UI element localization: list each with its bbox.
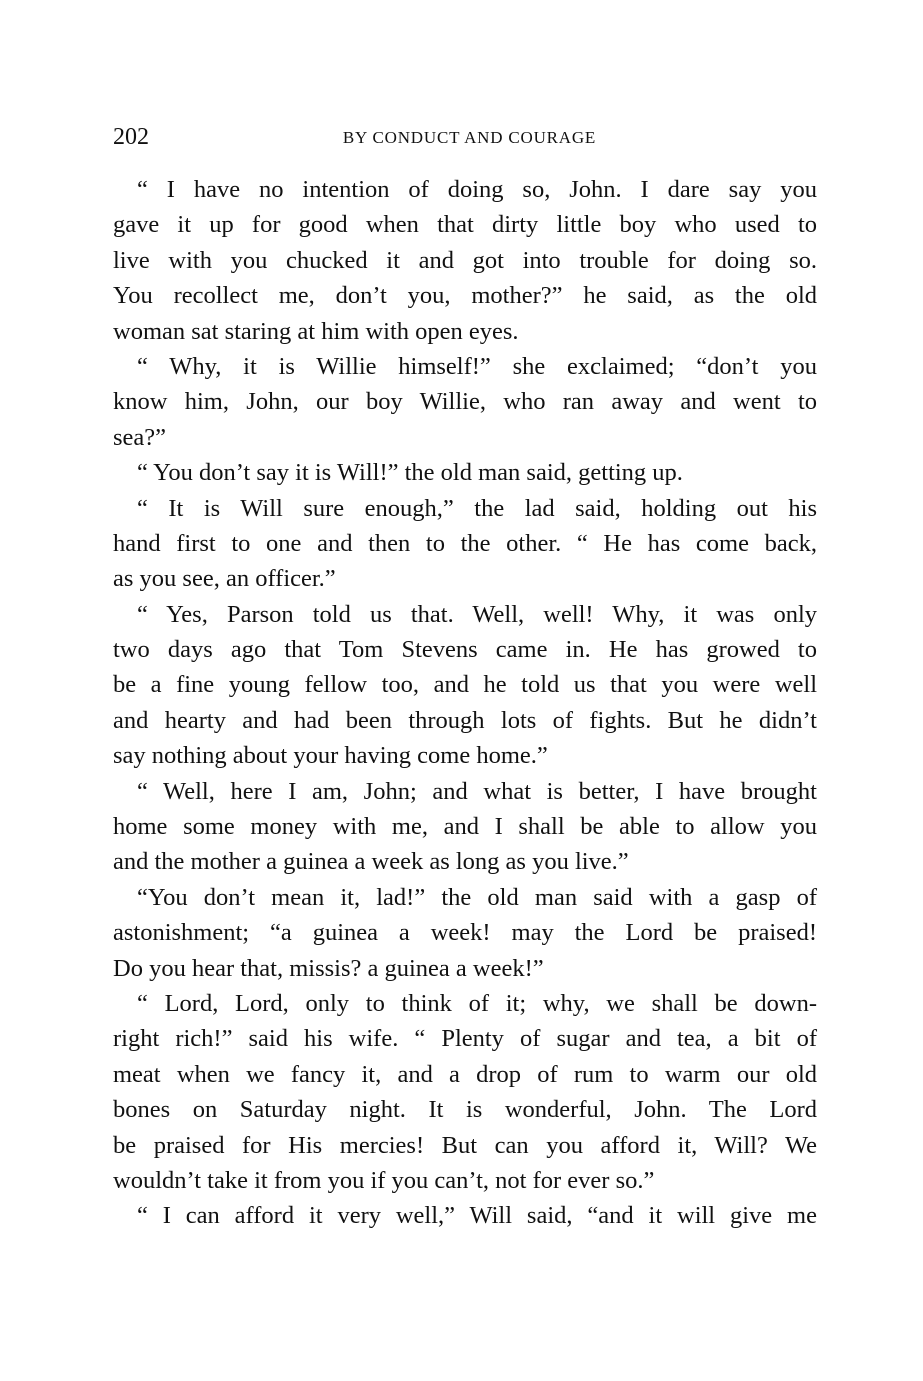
text-line: hand first to one and then to the other. “ He has come back,: [113, 529, 817, 557]
page-number: 202: [113, 124, 149, 150]
text-line: right rich!” said his wife. “ Plenty of sugar and tea, a bit of: [113, 1025, 817, 1053]
text-line: “You don’t mean it, lad!” the old man said with a gasp of: [137, 883, 817, 911]
text-line: You recollect me, don’t you, mother?” he said, as the old: [113, 282, 817, 310]
text-line: “ It is Will sure enough,” the lad said, holding out his: [137, 494, 817, 522]
text-line: and hearty and had been through lots of fights. But he didn’t: [113, 706, 817, 734]
text-line: and the mother a guinea a week as long as you live.”: [113, 848, 629, 876]
text-line: “ Well, here I am, John; and what is better, I have brought: [137, 777, 817, 805]
text-line: “ You don’t say it is Will!” the old man said, getting up.: [137, 459, 683, 487]
text-line: woman sat staring at him with open eyes.: [113, 317, 519, 345]
text-line: home some money with me, and I shall be able to allow you: [113, 813, 817, 841]
text-line: be a fine young fellow too, and he told us that you were well: [113, 671, 817, 699]
text-line: wouldn’t take it from you if you can’t, not for ever so.”: [113, 1166, 655, 1194]
text-line: know him, John, our boy Willie, who ran away and went to: [113, 388, 817, 416]
text-line: two days ago that Tom Stevens came in. He has growed to: [113, 636, 817, 664]
page-header: [113, 124, 818, 154]
text-line: gave it up for good when that dirty little boy who used to: [113, 211, 817, 239]
text-line: “ Lord, Lord, only to think of it; why, we shall be down-: [137, 989, 817, 1017]
text-line: live with you chucked it and got into trouble for doing so.: [113, 246, 817, 274]
text-line: bones on Saturday night. It is wonderful, John. The Lord: [113, 1096, 817, 1124]
text-line: “ I can afford it very well,” Will said, “and it will give me: [137, 1202, 817, 1230]
text-line: “ Yes, Parson told us that. Well, well! Why, it was only: [137, 600, 817, 628]
text-line: say nothing about your having come home.”: [113, 742, 548, 770]
text-line: “ Why, it is Willie himself!” she exclaimed; “don’t you: [137, 352, 817, 380]
text-line: “ I have no intention of doing so, John. I dare say you: [137, 176, 817, 203]
text-line: as you see, an officer.”: [113, 565, 336, 593]
text-line: be praised for His mercies! But can you afford it, Will? We: [113, 1131, 817, 1159]
text-line: sea?”: [113, 423, 167, 451]
text-line: Do you hear that, missis? a guinea a week!”: [113, 954, 544, 982]
running-title: BY CONDUCT AND COURAGE: [342, 128, 597, 147]
page-body-text: [113, 172, 817, 1234]
text-line: astonishment; “a guinea a week! may the Lord be praised!: [113, 919, 817, 947]
text-line: meat when we fancy it, and a drop of rum to warm our old: [113, 1060, 817, 1088]
